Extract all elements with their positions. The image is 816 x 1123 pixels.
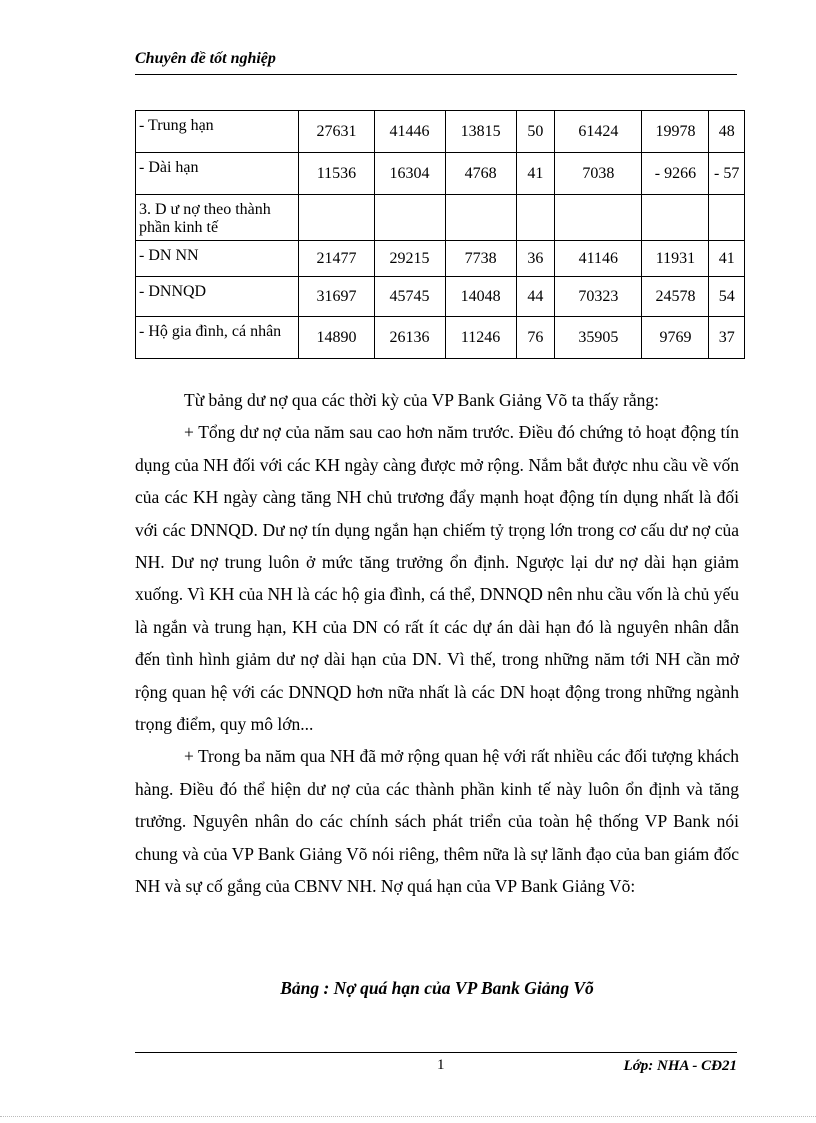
table-cell: 26136	[374, 317, 445, 359]
table-cell: - 9266	[642, 153, 709, 195]
table-row	[136, 111, 745, 153]
table-cell: 41	[516, 153, 555, 195]
table-row	[136, 277, 745, 317]
table-cell: 36	[516, 241, 555, 277]
table-cell: - 57	[709, 153, 745, 195]
table-cell: 48	[709, 111, 745, 153]
table-cell: 29215	[374, 241, 445, 277]
table-cell	[555, 195, 642, 241]
table-caption: Bảng : Nợ quá hạn của VP Bank Giảng Võ	[280, 978, 594, 998]
table-cell: 50	[516, 111, 555, 153]
table-cell: 27631	[299, 111, 374, 153]
table-cell	[374, 195, 445, 241]
table-cell: 4768	[445, 153, 516, 195]
table-cell	[516, 195, 555, 241]
page-footer	[135, 1052, 737, 1081]
table-cell: 41146	[555, 241, 642, 277]
row-label: 3. D ư nợ theo thành phần kinh tế	[136, 195, 299, 241]
page-number: 1	[437, 1057, 445, 1073]
table-cell	[445, 195, 516, 241]
row-label: - DNNQD	[136, 277, 299, 317]
table-row	[136, 241, 745, 277]
table-cell: 24578	[642, 277, 709, 317]
table-cell: 7038	[555, 153, 642, 195]
page-header	[135, 48, 737, 75]
table-cell	[299, 195, 374, 241]
table-cell: 13815	[445, 111, 516, 153]
paragraph: + Trong ba năm qua NH đã mở rộng quan hệ với rất nhiều các đối tượng khách hàng. Điều đó thể hiện dư nợ của các thành phần kinh tế này luôn ổn định và tăng trưởng. Nguyên nhân do các chính sách phát triển của toàn hệ thống VP Bank nói chung và của VP Bank Giảng Võ nói riêng, thêm nữa là sự lãnh đạo của ban giám đốc NH và sự cố gắng của CBNV NH. Nợ quá hạn của VP Bank Giảng Võ:	[135, 746, 739, 897]
table-cell: 11246	[445, 317, 516, 359]
table-cell: 37	[709, 317, 745, 359]
paragraph: Từ bảng dư nợ qua các thời kỳ của VP Bank Giảng Võ ta thấy rằng:	[184, 390, 660, 410]
table-cell: 54	[709, 277, 745, 317]
paragraph: + Tổng dư nợ của năm sau cao hơn năm trước. Điều đó chứng tỏ hoạt động tín dụng của NH đối với các KH ngày càng được mở rộng. Nắm bắt được nhu cầu về vốn của các KH ngày càng tăng NH chủ trương đẩy mạnh hoạt động tín dụng nhất là đối với các DNNQD. Dư nợ tín dụng ngắn hạn chiếm tỷ trọng lớn trong cơ cấu dư nợ của NH. Dư nợ trung luôn ở mức tăng trưởng ổn định. Ngược lại dư nợ dài hạn giảm xuống. Vì KH của NH là các hộ gia đình, cá thể, DNNQD nên nhu cầu vốn là chủ yếu là ngắn và trung hạn, KH của DN có rất ít các dự án dài hạn đó là nguyên nhân dẫn đến tình hình giảm dư nợ dài hạn của DN. Vì thế, trong những năm tới NH cần mở rộng quan hệ với các DNNQD hơn nữa nhất là các DN hoạt động trong những ngành trọng điểm, quy mô lớn...	[135, 422, 739, 735]
table-cell: 16304	[374, 153, 445, 195]
table-cell: 45745	[374, 277, 445, 317]
table-cell: 19978	[642, 111, 709, 153]
page-edge	[0, 1116, 816, 1117]
table-cell: 21477	[299, 241, 374, 277]
table-cell: 70323	[555, 277, 642, 317]
table-cell: 14048	[445, 277, 516, 317]
table-cell: 9769	[642, 317, 709, 359]
table-cell: 41446	[374, 111, 445, 153]
table-row	[136, 317, 745, 359]
table-cell: 14890	[299, 317, 374, 359]
table-cell: 11536	[299, 153, 374, 195]
table-cell: 44	[516, 277, 555, 317]
class-label: Lớp: NHA - CĐ21	[623, 1058, 737, 1074]
row-label: - Hộ gia đình, cá nhân	[136, 317, 299, 359]
row-label: - Dài hạn	[136, 153, 299, 195]
table-cell: 61424	[555, 111, 642, 153]
body-text	[135, 384, 739, 903]
table-cell: 41	[709, 241, 745, 277]
table-row	[136, 153, 745, 195]
table-cell: 31697	[299, 277, 374, 317]
debt-table	[135, 110, 745, 359]
header-title: Chuyên đề tốt nghiệp	[135, 50, 276, 67]
table-cell	[642, 195, 709, 241]
table-cell: 76	[516, 317, 555, 359]
row-label: - Trung hạn	[136, 111, 299, 153]
row-label: - DN NN	[136, 241, 299, 277]
table-cell: 7738	[445, 241, 516, 277]
table-cell: 35905	[555, 317, 642, 359]
table-row	[136, 195, 745, 241]
table-cell	[709, 195, 745, 241]
table-cell: 11931	[642, 241, 709, 277]
